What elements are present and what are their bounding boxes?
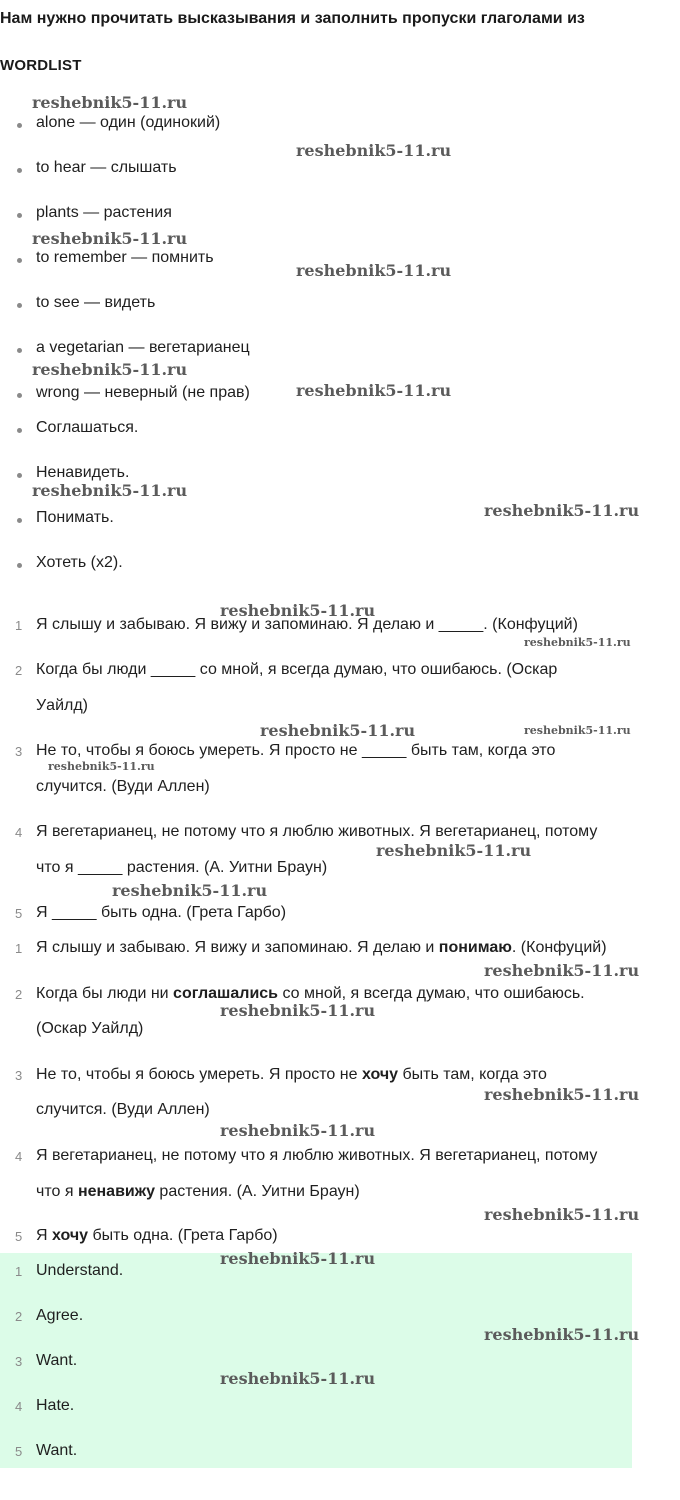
answer-item: Want. (36, 1352, 78, 1369)
watermark: reshebnik5-11.ru (48, 760, 155, 773)
watermark: reshebnik5-11.ru (32, 481, 188, 500)
bullet-icon (17, 348, 22, 353)
answers-box (0, 1253, 632, 1468)
watermark: reshebnik5-11.ru (484, 961, 640, 980)
bullet-icon (17, 168, 22, 173)
watermark: reshebnik5-11.ru (484, 1205, 640, 1224)
list-item: Ненавидеть. (36, 464, 130, 481)
watermark: reshebnik5-11.ru (32, 229, 188, 248)
list-item: to see — видеть (36, 294, 156, 311)
item-number: 5 (15, 1229, 23, 1244)
item-number: 2 (15, 663, 23, 678)
answer-item: Want. (36, 1442, 78, 1459)
sentence: Когда бы люди ни соглашались со мной, я всегда думаю, что ошибаюсь. (36, 985, 585, 1002)
list-item: alone — один (одинокий) (36, 114, 221, 131)
sentence-continued: случится. (Вуди Аллен) (36, 778, 210, 795)
item-number: 1 (15, 941, 23, 956)
watermark: reshebnik5-11.ru (376, 841, 532, 860)
intro-text: Нам нужно прочитать высказывания и заполнить пропуски глаголами из (0, 10, 585, 27)
item-number: 3 (15, 744, 23, 759)
list-item: wrong — неверный (не прав) (36, 384, 250, 401)
item-number: 4 (15, 825, 23, 840)
bullet-icon (17, 258, 22, 263)
watermark: reshebnik5-11.ru (484, 1085, 640, 1104)
watermark: reshebnik5-11.ru (112, 881, 268, 900)
list-item: to hear — слышать (36, 159, 177, 176)
bullet-icon (17, 303, 22, 308)
watermark: reshebnik5-11.ru (484, 501, 640, 520)
watermark: reshebnik5-11.ru (220, 1249, 376, 1268)
watermark: reshebnik5-11.ru (296, 381, 452, 400)
watermark: reshebnik5-11.ru (220, 601, 376, 620)
watermark: reshebnik5-11.ru (220, 1369, 376, 1388)
answer-item: Understand. (36, 1262, 124, 1279)
watermark: reshebnik5-11.ru (524, 724, 631, 737)
answer-word: соглашались (173, 985, 279, 1002)
list-item: Соглашаться. (36, 419, 139, 436)
answer-item: Agree. (36, 1307, 84, 1324)
answer-word: хочу (361, 1066, 399, 1083)
item-number: 1 (15, 1264, 23, 1279)
watermark: reshebnik5-11.ru (260, 721, 416, 740)
item-number: 3 (15, 1068, 23, 1083)
item-number: 1 (15, 618, 23, 633)
bullet-icon (17, 563, 22, 568)
sentence-continued: что я _____ растения. (А. Уитни Браун) (36, 859, 328, 876)
list-item: to remember — помнить (36, 249, 214, 266)
sentence-continued: Уайлд) (36, 697, 88, 714)
item-number: 2 (15, 1309, 23, 1324)
bullet-icon (17, 518, 22, 523)
watermark: reshebnik5-11.ru (32, 93, 188, 112)
bullet-icon (17, 213, 22, 218)
list-item: plants — растения (36, 204, 172, 221)
answer-word: хочу (52, 1227, 89, 1244)
bullet-icon (17, 473, 22, 478)
sentence: Когда бы люди _____ со мной, я всегда думаю, что ошибаюсь. (Оскар (36, 661, 558, 678)
watermark: reshebnik5-11.ru (220, 1001, 376, 1020)
answer-word: ненавижу (77, 1183, 155, 1200)
watermark: reshebnik5-11.ru (32, 360, 188, 379)
sentence: Я _____ быть одна. (Грета Гарбо) (36, 904, 287, 921)
item-number: 3 (15, 1354, 23, 1369)
bullet-icon (17, 123, 22, 128)
sentence-continued: (Оскар Уайлд) (36, 1020, 144, 1037)
answer-item: Hate. (36, 1397, 75, 1414)
item-number: 5 (15, 1444, 23, 1459)
answer-word: понимаю (438, 939, 512, 956)
item-number: 4 (15, 1149, 23, 1164)
list-item: a vegetarian — вегетарианец (36, 339, 250, 356)
bullet-icon (17, 428, 22, 433)
watermark: reshebnik5-11.ru (484, 1325, 640, 1344)
sentence: Я слышу и забываю. Я вижу и запоминаю. Я делаю и понимаю. (Конфуций) (36, 939, 607, 956)
item-number: 2 (15, 987, 23, 1002)
sentence: Не то, чтобы я боюсь умереть. Я просто не хочу быть там, когда это (36, 1066, 547, 1083)
sentence: Не то, чтобы я боюсь умереть. Я просто не _____ быть там, когда это (36, 742, 556, 759)
sentence: Я вегетарианец, не потому что я люблю животных. Я вегетарианец, потому (36, 1147, 598, 1164)
sentence: Я хочу быть одна. (Грета Гарбо) (36, 1227, 278, 1244)
watermark: reshebnik5-11.ru (220, 1121, 376, 1140)
list-item: Понимать. (36, 509, 114, 526)
item-number: 5 (15, 906, 23, 921)
sentence: Я вегетарианец, не потому что я люблю животных. Я вегетарианец, потому (36, 823, 598, 840)
wordlist-heading: WORDLIST (0, 57, 82, 74)
bullet-icon (17, 393, 22, 398)
watermark: reshebnik5-11.ru (296, 141, 452, 160)
sentence-continued: случится. (Вуди Аллен) (36, 1101, 210, 1118)
watermark: reshebnik5-11.ru (296, 261, 452, 280)
list-item: Хотеть (х2). (36, 554, 123, 571)
watermark: reshebnik5-11.ru (524, 636, 631, 649)
sentence-continued: что я ненавижу растения. (А. Уитни Браун) (36, 1183, 360, 1200)
item-number: 4 (15, 1399, 23, 1414)
sentence: Я слышу и забываю. Я вижу и запоминаю. Я делаю и _____. (Конфуций) (36, 616, 578, 633)
